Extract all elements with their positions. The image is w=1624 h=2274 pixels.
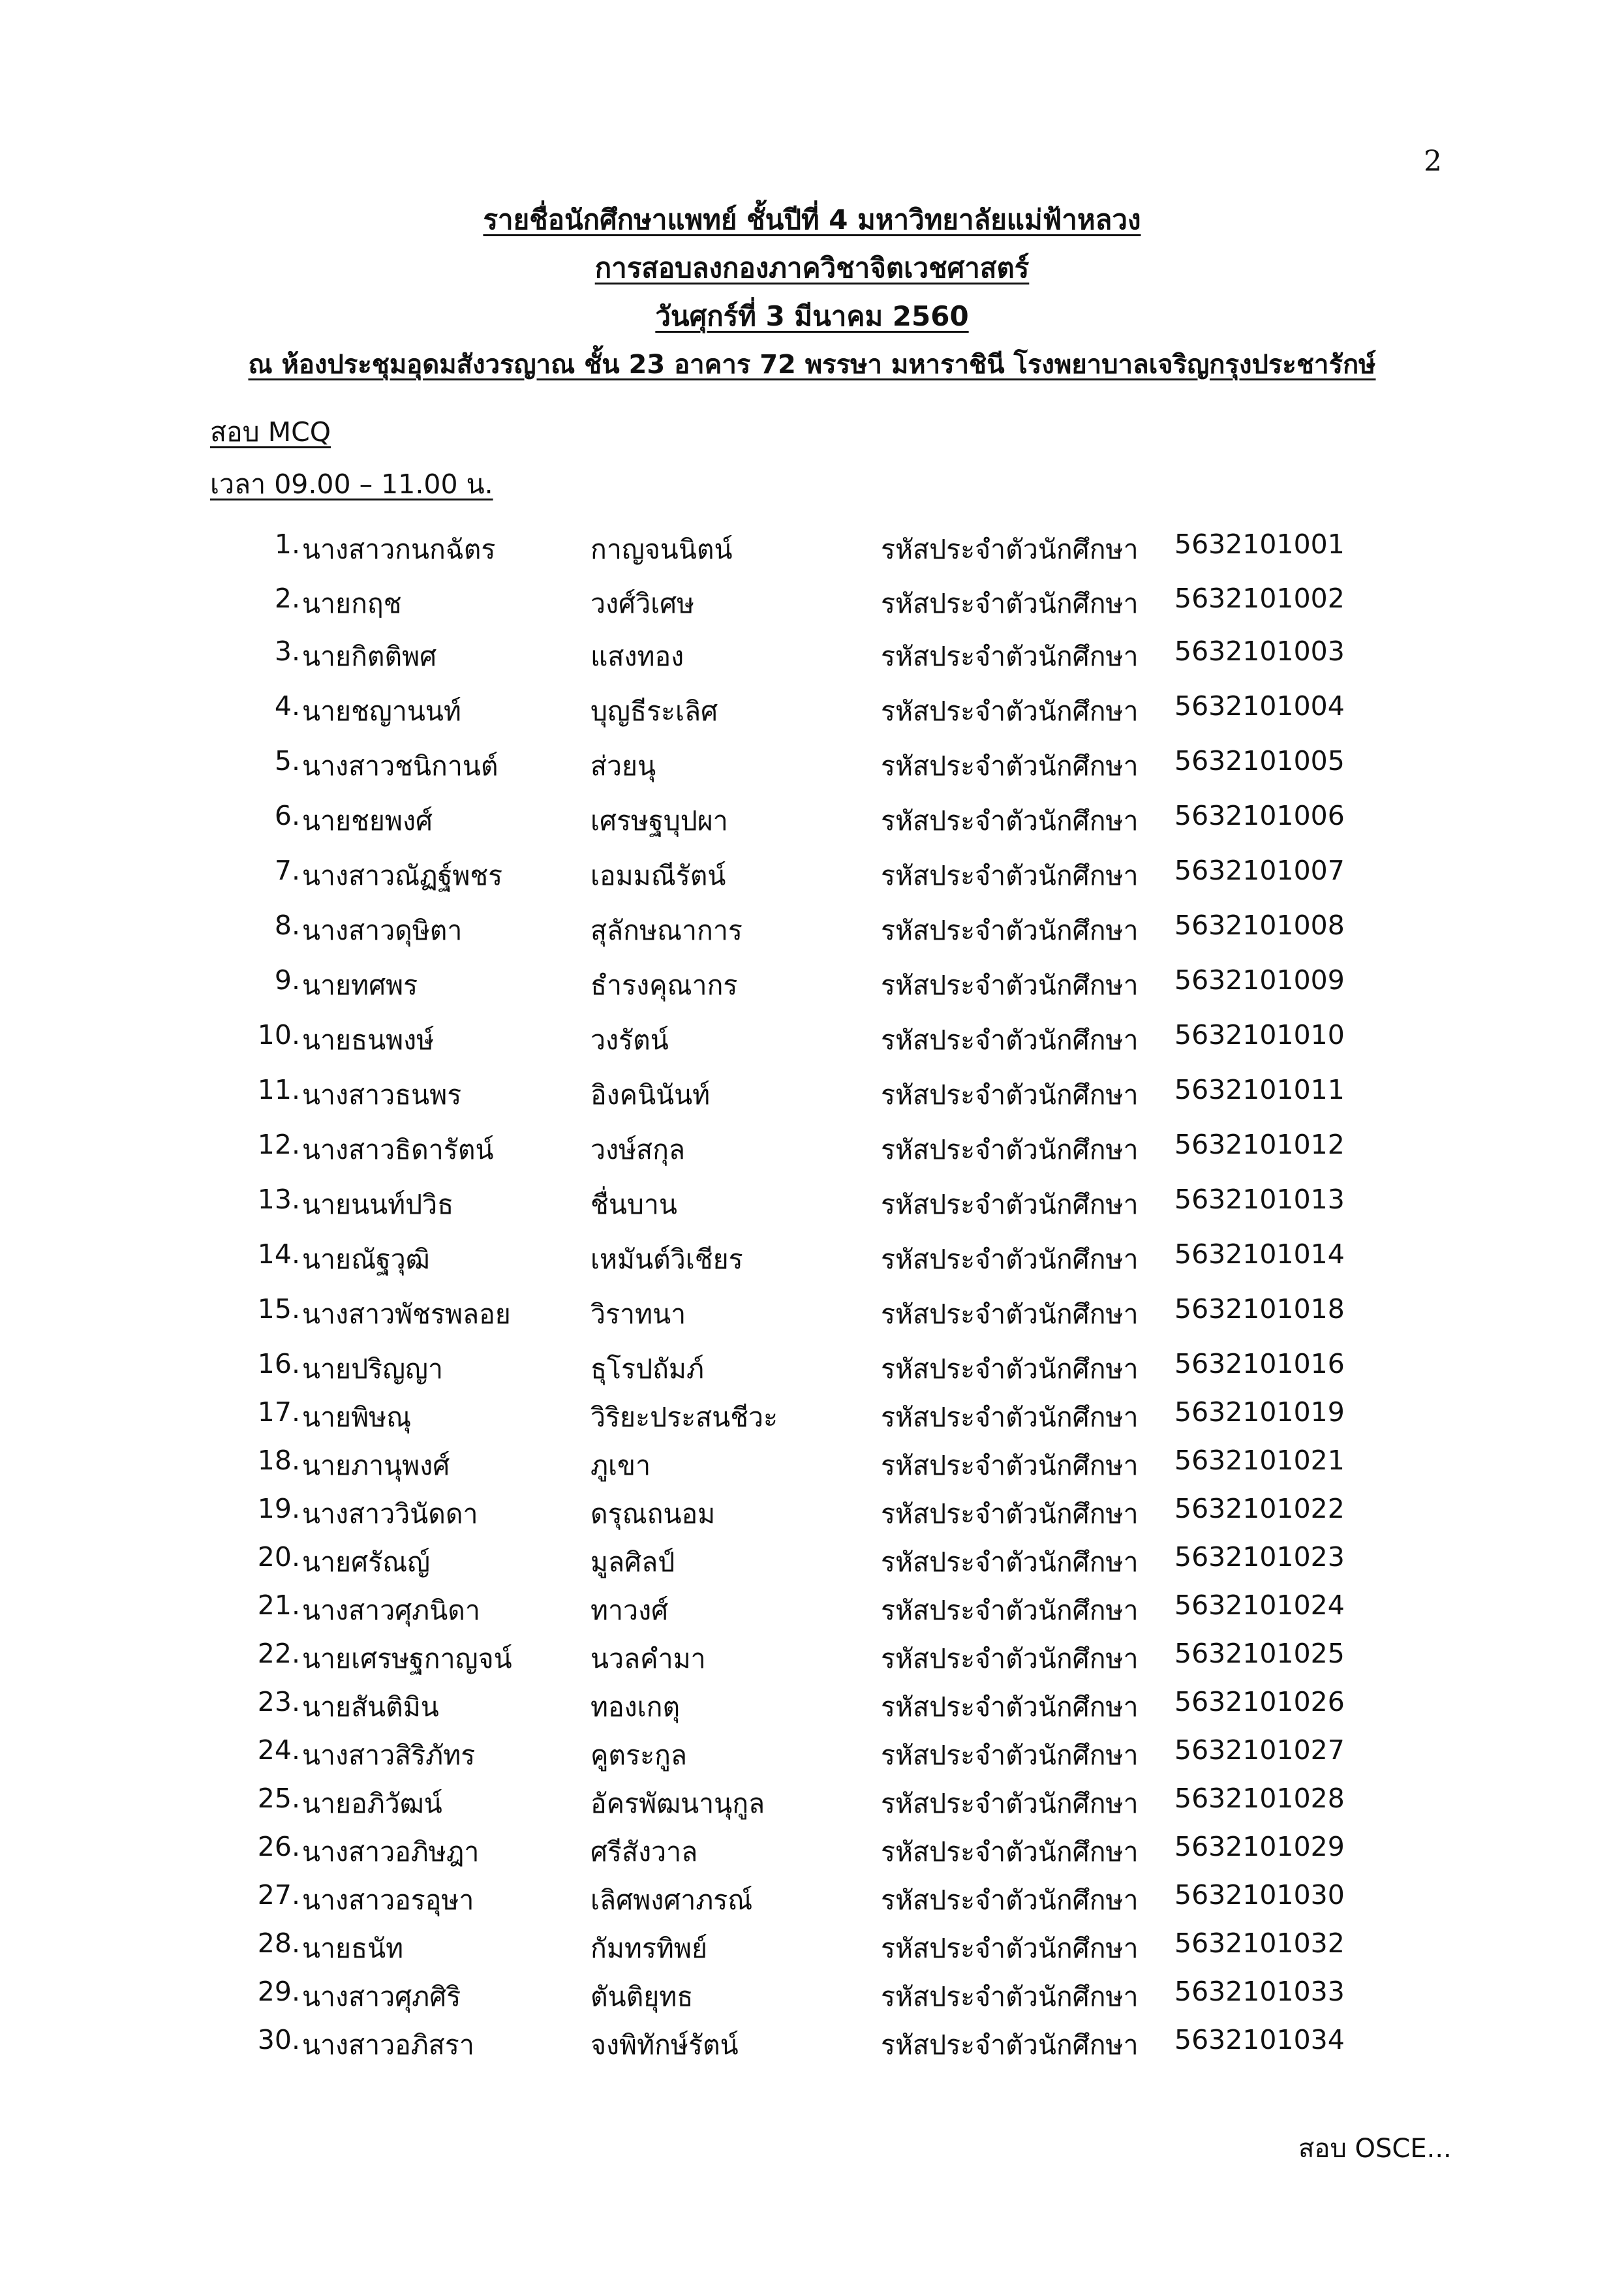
student-number: 2. [274,583,300,614]
student-id: 5632101007 [1174,855,1345,886]
student-last-name: มูลศิลป์ [590,1546,675,1578]
student-id-label: รหัสประจำตัวนักศึกษา [881,641,1139,672]
student-first-name: นายทศพร [302,970,418,1001]
student-id: 5632101006 [1174,800,1345,831]
student-last-name: วิราทนา [590,1298,686,1330]
student-id-label: รหัสประจำตัวนักศึกษา [881,970,1139,1001]
student-first-name: นายกิตติพศ [302,641,437,672]
student-id: 5632101004 [1174,690,1345,722]
student-first-name: นางสาวพัชรพลอย [302,1298,511,1330]
student-first-name: นางสาวสิริภัทร [302,1740,476,1771]
student-id: 5632101003 [1174,636,1345,667]
student-id: 5632101032 [1174,1928,1345,1959]
student-first-name: นายปริญญา [302,1353,444,1385]
student-id: 5632101021 [1174,1445,1345,1476]
student-id-label: รหัสประจำตัวนักศึกษา [881,1402,1139,1433]
student-id: 5632101023 [1174,1541,1345,1573]
student-id-label: รหัสประจำตัวนักศึกษา [881,1134,1139,1165]
student-last-name: คูตระกูล [590,1740,688,1771]
student-row [0,636,1624,675]
student-last-name: บุญธีระเลิศ [590,696,718,727]
student-id-label: รหัสประจำตัวนักศึกษา [881,1836,1139,1867]
student-row [0,1686,1624,1725]
student-last-name: ทองเกตุ [590,1691,681,1723]
student-row [0,910,1624,949]
student-id: 5632101010 [1174,1019,1345,1051]
student-row [0,1129,1624,1168]
student-first-name: นางสาววินัดดา [302,1498,478,1529]
student-last-name: ชื่นบาน [590,1189,677,1220]
student-first-name: นางสาวชนิกานต์ [302,750,498,782]
student-last-name: อัครพัฒนานุกูล [590,1788,765,1819]
student-id-label: รหัสประจำตัวนักศึกษา [881,696,1139,727]
student-id-label: รหัสประจำตัวนักศึกษา [881,1595,1139,1626]
student-number: 27. [257,1879,300,1911]
student-id-label: รหัสประจำตัวนักศึกษา [881,1298,1139,1330]
student-id: 5632101018 [1174,1293,1345,1325]
student-first-name: นางสาวธนพร [302,1079,462,1111]
student-last-name: อิงคนินันท์ [590,1079,711,1111]
student-number: 12. [257,1129,300,1160]
student-row [0,1831,1624,1870]
student-last-name: สุลักษณาการ [590,915,743,946]
student-first-name: นายธนัท [302,1933,404,1964]
student-last-name: ธุโรปถัมภ์ [590,1353,704,1385]
student-number: 17. [257,1396,300,1428]
student-id: 5632101005 [1174,745,1345,776]
student-id: 5632101033 [1174,1976,1345,2007]
student-last-name: วิริยะประสนชีวะ [590,1402,778,1433]
student-id-label: รหัสประจำตัวนักศึกษา [881,1643,1139,1674]
student-row [0,855,1624,894]
student-last-name: กัมทรทิพย์ [590,1933,707,1964]
student-id: 5632101026 [1174,1686,1345,1717]
student-number: 8. [274,910,300,941]
student-first-name: นางสาวศุภนิดา [302,1595,480,1626]
student-row [0,1976,1624,2015]
student-last-name: วงศ์วิเศษ [590,588,695,619]
student-id: 5632101002 [1174,583,1345,614]
student-id-label: รหัสประจำตัวนักศึกษา [881,1691,1139,1723]
student-number: 15. [257,1293,300,1325]
student-number: 18. [257,1445,300,1476]
student-first-name: นายเศรษฐกาญจน์ [302,1643,512,1674]
student-id-label: รหัสประจำตัวนักศึกษา [881,2029,1139,2061]
student-last-name: แสงทอง [590,641,684,672]
student-first-name: นางสาวธิดารัตน์ [302,1134,494,1165]
student-first-name: นายชญานนท์ [302,696,461,727]
student-row [0,745,1624,784]
student-row [0,1445,1624,1484]
student-row [0,1879,1624,1918]
student-row [0,1238,1624,1278]
student-number: 11. [257,1074,300,1105]
student-row [0,1541,1624,1580]
student-id-label: รหัสประจำตัวนักศึกษา [881,1189,1139,1220]
student-id: 5632101019 [1174,1396,1345,1428]
student-row [0,2024,1624,2063]
student-id: 5632101034 [1174,2024,1345,2055]
student-first-name: นางสาวกนกฉัตร [302,534,496,565]
student-first-name: นางสาวณัฏฐ์พชร [302,860,503,891]
student-id-label: รหัสประจำตัวนักศึกษา [881,805,1139,837]
student-id-label: รหัสประจำตัวนักศึกษา [881,860,1139,891]
student-row [0,1348,1624,1387]
student-id: 5632101030 [1174,1879,1345,1911]
student-first-name: นายนนท์ปวิธ [302,1189,454,1220]
student-number: 29. [257,1976,300,2007]
student-last-name: นวลคำมา [590,1643,706,1674]
student-id-label: รหัสประจำตัวนักศึกษา [881,1884,1139,1916]
student-number: 26. [257,1831,300,1862]
student-row [0,1928,1624,1967]
student-id-label: รหัสประจำตัวนักศึกษา [881,1353,1139,1385]
student-last-name: ธำรงคุณากร [590,970,738,1001]
student-number: 25. [257,1783,300,1814]
student-number: 24. [257,1734,300,1766]
student-id: 5632101022 [1174,1493,1345,1524]
header-venue: ณ ห้องประชุมอุดมสังวรญาณ ชั้น 23 อาคาร 72 พรรษา มหาราชินี โรงพยาบาลเจริญกรุงประชารักษ์ [248,350,1376,380]
student-id: 5632101027 [1174,1734,1345,1766]
student-first-name: นายชยพงศ์ [302,805,433,837]
student-first-name: นายภานุพงศ์ [302,1450,450,1481]
footer-next-label: สอบ OSCE... [1298,2134,1452,2164]
student-id: 5632101008 [1174,910,1345,941]
student-id: 5632101029 [1174,1831,1345,1862]
student-first-name: นางสาวศุภศิริ [302,1981,461,2012]
student-last-name: ดรุณถนอม [590,1498,716,1529]
student-row [0,583,1624,622]
student-row [0,1396,1624,1436]
student-id-label: รหัสประจำตัวนักศึกษา [881,1024,1139,1056]
student-first-name: นายกฤช [302,588,402,619]
student-id-label: รหัสประจำตัวนักศึกษา [881,1450,1139,1481]
student-id: 5632101024 [1174,1590,1345,1621]
student-row [0,1590,1624,1629]
student-id-label: รหัสประจำตัวนักศึกษา [881,1079,1139,1111]
page-number: 2 [1424,145,1442,178]
student-number: 22. [257,1638,300,1669]
student-number: 28. [257,1928,300,1959]
student-id-label: รหัสประจำตัวนักศึกษา [881,1740,1139,1771]
student-last-name: จงพิทักษ์รัตน์ [590,2029,739,2061]
exam-time-label: เวลา 09.00 – 11.00 น. [210,469,493,500]
student-last-name: เอมมณีรัตน์ [590,860,726,891]
student-first-name: นายณัฐวุฒิ [302,1244,430,1275]
student-number: 14. [257,1238,300,1270]
student-id-label: รหัสประจำตัวนักศึกษา [881,1546,1139,1578]
student-row [0,1638,1624,1677]
student-number: 1. [274,529,300,560]
student-last-name: ตันติยุทธ [590,1981,694,2012]
header-date: วันศุกร์ที่ 3 มีนาคม 2560 [655,300,969,332]
student-number: 19. [257,1493,300,1524]
student-first-name: นางสาวอภิษฎา [302,1836,480,1867]
student-number: 30. [257,2024,300,2055]
student-row [0,1783,1624,1822]
student-number: 7. [274,855,300,886]
student-row [0,1493,1624,1532]
student-id: 5632101013 [1174,1184,1345,1215]
student-first-name: นายสันติมิน [302,1691,439,1723]
header-subtitle: การสอบลงกองภาควิชาจิตเวชศาสตร์ [594,252,1030,284]
student-number: 5. [274,745,300,776]
student-row [0,1074,1624,1113]
student-last-name: เลิศพงศาภรณ์ [590,1884,753,1916]
student-id: 5632101001 [1174,529,1345,560]
student-number: 16. [257,1348,300,1379]
student-last-name: วงษ์สกุล [590,1134,686,1165]
student-id: 5632101016 [1174,1348,1345,1379]
student-id-label: รหัสประจำตัวนักศึกษา [881,1933,1139,1964]
student-id-label: รหัสประจำตัวนักศึกษา [881,1788,1139,1819]
student-last-name: เหมันต์วิเชียร [590,1244,743,1275]
student-number: 4. [274,690,300,722]
student-id-label: รหัสประจำตัวนักศึกษา [881,915,1139,946]
student-number: 21. [257,1590,300,1621]
student-id-label: รหัสประจำตัวนักศึกษา [881,1498,1139,1529]
student-row [0,1019,1624,1058]
student-id-label: รหัสประจำตัวนักศึกษา [881,750,1139,782]
student-first-name: นายพิษณุ [302,1402,412,1433]
student-row [0,529,1624,568]
header-title: รายชื่อนักศึกษาแพทย์ ชั้นปีที่ 4 มหาวิทยาลัยแม่ฟ้าหลวง [483,204,1141,236]
student-row [0,964,1624,1004]
student-row [0,1184,1624,1223]
student-id: 5632101028 [1174,1783,1345,1814]
student-number: 9. [274,964,300,996]
student-first-name: นายอภิวัฒน์ [302,1788,442,1819]
student-id: 5632101025 [1174,1638,1345,1669]
student-number: 10. [257,1019,300,1051]
student-row [0,1293,1624,1332]
student-first-name: นางสาวดุษิตา [302,915,463,946]
exam-type-label: สอบ MCQ [210,416,331,448]
student-row [0,690,1624,730]
student-first-name: นางสาวอรอุษา [302,1884,474,1916]
student-last-name: กาญจนนิตน์ [590,534,733,565]
student-last-name: ศรีสังวาล [590,1836,698,1867]
student-last-name: ภูเขา [590,1450,651,1481]
student-number: 3. [274,636,300,667]
student-id: 5632101014 [1174,1238,1345,1270]
student-first-name: นายธนพงษ์ [302,1024,435,1056]
student-number: 13. [257,1184,300,1215]
student-row [0,800,1624,839]
student-number: 20. [257,1541,300,1573]
student-number: 6. [274,800,300,831]
student-id: 5632101009 [1174,964,1345,996]
student-last-name: ทาวงศ์ [590,1595,669,1626]
student-id: 5632101012 [1174,1129,1345,1160]
student-first-name: นายศรัณญ์ [302,1546,431,1578]
student-id-label: รหัสประจำตัวนักศึกษา [881,534,1139,565]
student-id-label: รหัสประจำตัวนักศึกษา [881,588,1139,619]
student-first-name: นางสาวอภิสรา [302,2029,474,2061]
student-id-label: รหัสประจำตัวนักศึกษา [881,1981,1139,2012]
student-id: 5632101011 [1174,1074,1345,1105]
student-last-name: ส่วยนุ [590,750,656,782]
student-row [0,1734,1624,1774]
document-header [0,196,1624,389]
student-number: 23. [257,1686,300,1717]
student-id-label: รหัสประจำตัวนักศึกษา [881,1244,1139,1275]
student-last-name: วงรัตน์ [590,1024,669,1056]
student-last-name: เศรษฐบุปผา [590,805,728,837]
